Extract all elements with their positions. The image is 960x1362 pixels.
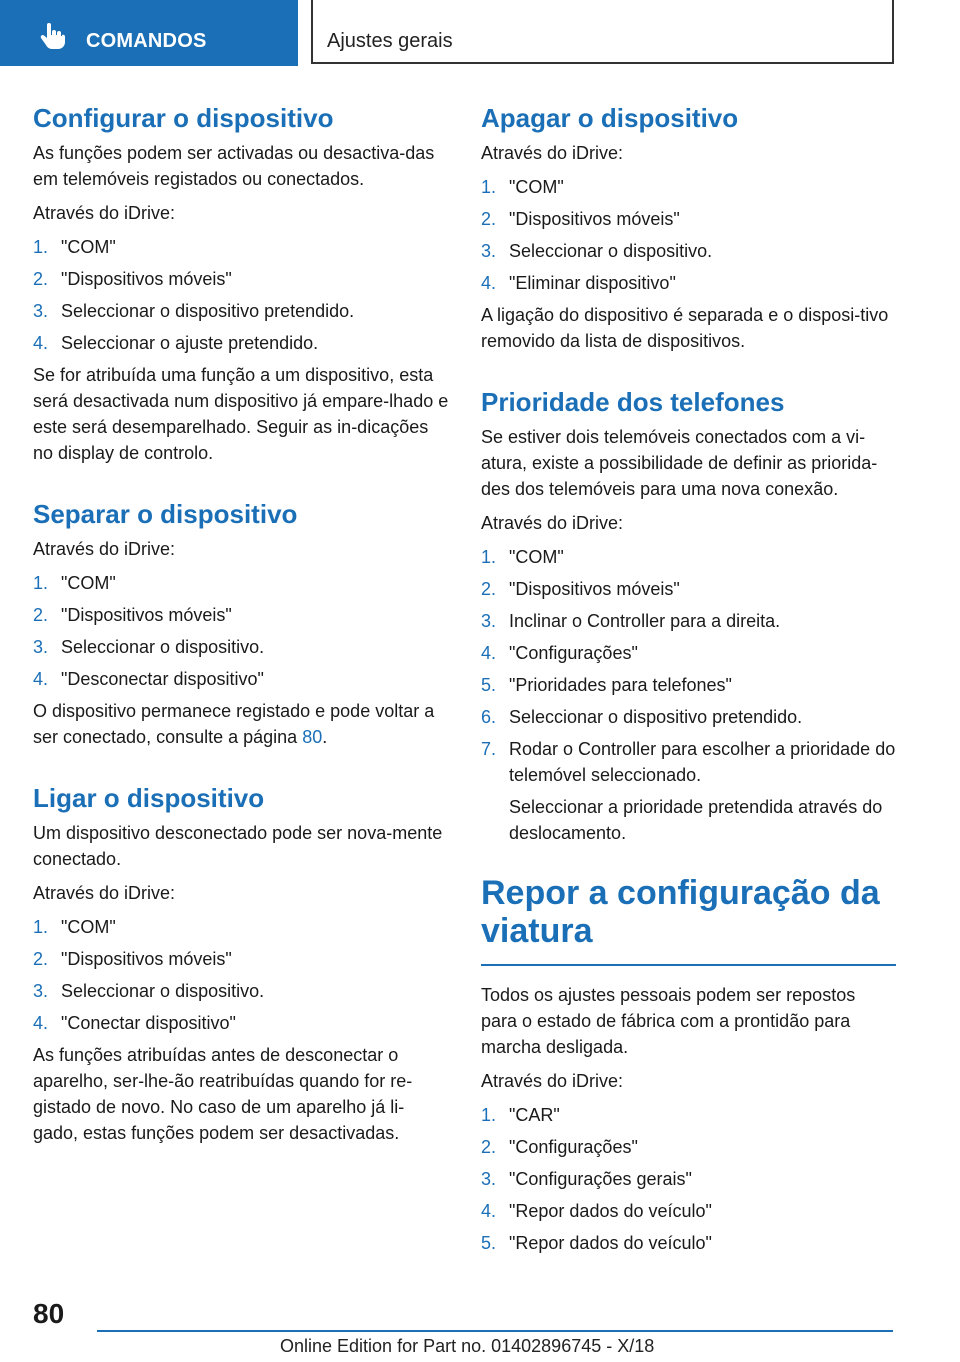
list-item: 3. Seleccionar o dispositivo pretendido. bbox=[33, 301, 355, 321]
paragraph-via: Através do iDrive: bbox=[33, 539, 176, 559]
paragraph: Todos os ajustes pessoais podem ser repostos para o estado de fábrica com a prontidão para marcha desligada. bbox=[481, 985, 856, 1057]
section-title-configure: Configurar o dispositivo bbox=[33, 103, 334, 133]
steps-list bbox=[33, 234, 449, 356]
chapter-title-box bbox=[311, 0, 894, 64]
list-item: 4. "Configurações" bbox=[481, 643, 638, 663]
list-item: 1. "COM" bbox=[481, 177, 564, 197]
list-item: 1. "CAR" bbox=[481, 1105, 560, 1125]
pointing-hand-icon bbox=[38, 22, 66, 50]
list-item: 3. Inclinar o Controller para a direita. bbox=[481, 611, 781, 631]
list-item: 5. "Repor dados do veículo" bbox=[481, 1233, 712, 1253]
paragraph: A ligação do dispositivo é separada e o disposi-tivo removido da lista de dispositivos. bbox=[481, 305, 889, 351]
footer-divider bbox=[97, 1330, 893, 1332]
list-item-note: Seleccionar a prioridade pretendida através do deslocamento. bbox=[509, 797, 883, 843]
steps-list bbox=[481, 174, 896, 296]
section-title-priority: Prioridade dos telefones bbox=[481, 387, 785, 417]
list-item: 4. "Repor dados do veículo" bbox=[481, 1201, 712, 1221]
list-item: 1. "COM" bbox=[33, 573, 116, 593]
paragraph: Um dispositivo desconectado pode ser nova-mente conectado. bbox=[33, 823, 443, 869]
paragraph: As funções podem ser activadas ou desactiva-das em telemóveis registados ou conectados. bbox=[33, 143, 435, 189]
list-item: 1. "COM" bbox=[481, 547, 564, 567]
section-title-delete: Apagar o dispositivo bbox=[481, 103, 739, 133]
list-item: 2. "Configurações" bbox=[481, 1137, 638, 1157]
list-item: 1. "COM" bbox=[33, 237, 116, 257]
list-item: 7. Rodar o Controller para escolher a prioridade do telemóvel seleccionado. Seleccionar a prioridade pretendida através do deslocamento. bbox=[481, 736, 896, 846]
page-link[interactable]: 80 bbox=[302, 727, 323, 747]
list-item: 4. "Eliminar dispositivo" bbox=[481, 273, 676, 293]
list-item: 5. "Prioridades para telefones" bbox=[481, 675, 732, 695]
heading-divider bbox=[481, 964, 896, 966]
list-item: 2. "Dispositivos móveis" bbox=[33, 269, 232, 289]
list-item: 3. Seleccionar o dispositivo. bbox=[33, 981, 265, 1001]
footer-edition: Online Edition for Part no. 01402896745 - X/18 bbox=[280, 1336, 655, 1356]
page-header bbox=[0, 0, 960, 66]
list-item: 2. "Dispositivos móveis" bbox=[33, 605, 232, 625]
steps-list bbox=[33, 570, 449, 692]
paragraph: Se estiver dois telemóveis conectados com a vi-atura, existe a possibilidade de definir as priorida-des dos telemóveis para uma nova conexão. bbox=[481, 427, 878, 499]
right-column bbox=[481, 100, 896, 1262]
list-item: 6. Seleccionar o dispositivo pretendido. bbox=[481, 707, 803, 727]
list-item: 1. "COM" bbox=[33, 917, 116, 937]
paragraph-via: Através do iDrive: bbox=[481, 1071, 624, 1091]
list-item: 3. Seleccionar o dispositivo. bbox=[33, 637, 265, 657]
tab-label: COMANDOS bbox=[86, 30, 207, 52]
paragraph-via: Através do iDrive: bbox=[33, 883, 176, 903]
paragraph-via: Através do iDrive: bbox=[481, 513, 624, 533]
list-item: 2. "Dispositivos móveis" bbox=[33, 949, 232, 969]
steps-list bbox=[481, 544, 896, 846]
list-item: 4. Seleccionar o ajuste pretendido. bbox=[33, 333, 319, 353]
paragraph: As funções atribuídas antes de desconectar o aparelho, ser-lhe-ão reatribuídas quando for re-gistado de novo. No caso de um aparelho já li-gado, estas funções podem ser desactivadas. bbox=[33, 1045, 413, 1143]
left-column bbox=[33, 100, 449, 1154]
list-item: 4. "Conectar dispositivo" bbox=[33, 1013, 236, 1033]
list-item: 4. "Desconectar dispositivo" bbox=[33, 669, 264, 689]
paragraph-via: Através do iDrive: bbox=[481, 143, 624, 163]
steps-list bbox=[481, 1102, 896, 1256]
list-item: 2. "Dispositivos móveis" bbox=[481, 579, 680, 599]
list-item: 3. Seleccionar o dispositivo. bbox=[481, 241, 713, 261]
section-title-connect: Ligar o dispositivo bbox=[33, 783, 265, 813]
paragraph: Se for atribuída uma função a um dispositivo, esta será desactivada num dispositivo já empare-lhado e este será desemparelhado. Seguir as in-dicações no display de controlo. bbox=[33, 365, 449, 463]
section-title-disconnect: Separar o dispositivo bbox=[33, 499, 298, 529]
paragraph-via: Através do iDrive: bbox=[33, 203, 176, 223]
chapter-title: Ajustes gerais bbox=[327, 30, 453, 52]
page-number: 80 bbox=[33, 1298, 65, 1329]
steps-list bbox=[33, 914, 449, 1036]
list-item: 3. "Configurações gerais" bbox=[481, 1169, 692, 1189]
chapter-tab[interactable] bbox=[0, 0, 298, 66]
list-item: 2. "Dispositivos móveis" bbox=[481, 209, 680, 229]
paragraph: O dispositivo permanece registado e pode voltar a ser conectado, consulte a página 80. bbox=[33, 701, 435, 747]
chapter-heading-reset: Repor a configuração da viatura bbox=[481, 874, 880, 950]
